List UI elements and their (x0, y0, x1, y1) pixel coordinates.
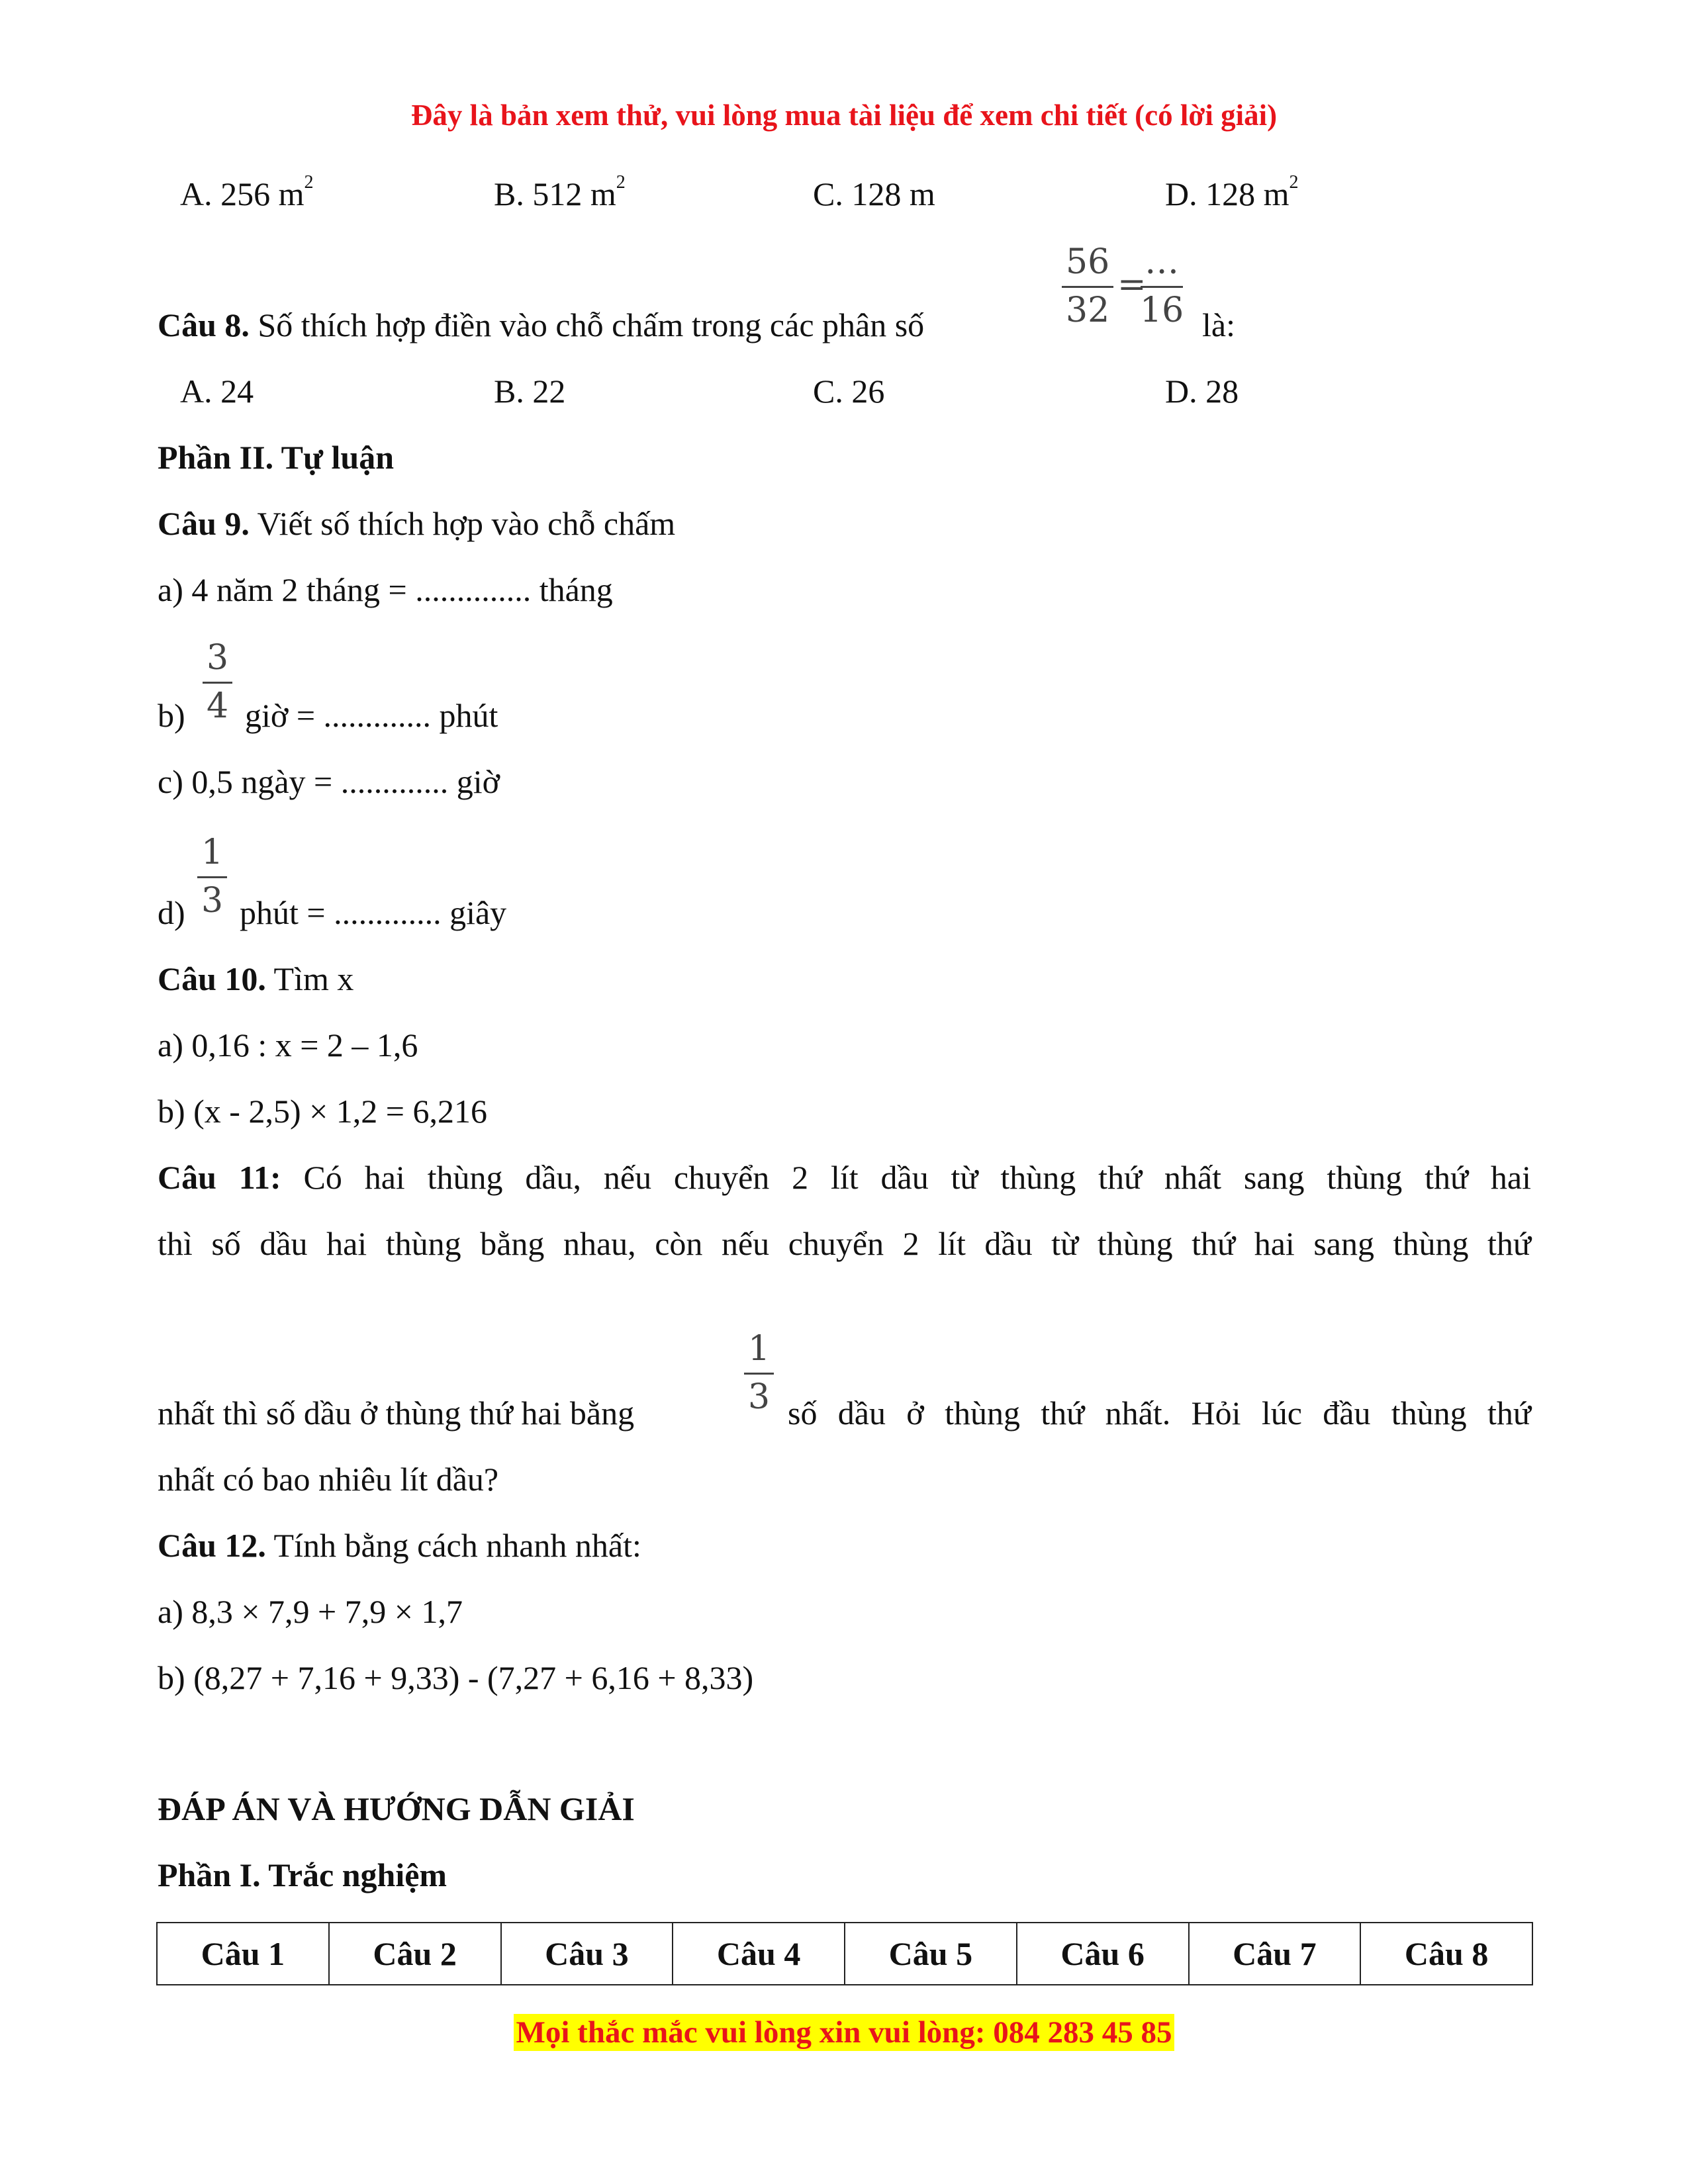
q8-equals: = (1117, 265, 1147, 304)
q10-part-a: a) 0,16 : x = 2 – 1,6 (158, 1026, 418, 1064)
q11-line-3-end: số dầu ở thùng thứ nhất. Hỏi lúc đầu thùng thứ (788, 1394, 1531, 1432)
q8-option-d: D. 28 (1165, 373, 1239, 410)
q8-option-c: C. 26 (813, 373, 885, 410)
q9-part-c: c) 0,5 ngày = ............. giờ (158, 763, 500, 800)
part2-title: Phần II. Tự luận (158, 439, 395, 476)
footer-notice-text: Mọi thắc mắc vui lòng xin vui lòng: 084 283 45 85 (514, 2014, 1175, 2051)
q7-options (0, 172, 1688, 221)
q8-option-b: B. 22 (494, 373, 566, 410)
q10-label: Câu 10. (158, 960, 266, 997)
answer-table-header-1: Câu 1 (157, 1923, 329, 1985)
q8-option-a: A. 24 (180, 373, 254, 410)
q11-label: Câu 11: (158, 1159, 281, 1196)
q11-fraction: $\frac{1}{3}$ (744, 1332, 774, 1414)
q10-text: Tìm x (273, 960, 354, 997)
q9-part-d-rest: phút = ............. giây (240, 894, 507, 931)
q9-text: Viết số thích hợp vào chỗ chấm (257, 505, 676, 542)
q12-question (158, 1526, 641, 1565)
q8-options (0, 372, 1688, 418)
answer-table-header-row (157, 1923, 1532, 1985)
q9-part-b-rest: giờ = ............. phút (245, 697, 498, 734)
q8-fraction-1: $\frac{56}{32}$ (1062, 245, 1113, 328)
q10-part-b: b) (x - 2,5) × 1,2 = 6,216 (158, 1093, 487, 1130)
q7-option-c: C. 128 m (813, 175, 935, 212)
answer-table (156, 1922, 1533, 1985)
q7-option-a: A. 256 $m^2$ (180, 172, 314, 212)
q11-line-3-start: nhất thì số dầu ở thùng thứ hai bằng (158, 1394, 635, 1432)
footer-notice (0, 2012, 1688, 2050)
q11-line-1: Câu 11: Có hai thùng dầu, nếu chuyển 2 lít dầu từ thùng thứ nhất sang thùng thứ hai (158, 1159, 1531, 1196)
q9-label: Câu 9. (158, 505, 250, 542)
q9-part-d-prefix: d) (158, 894, 185, 931)
q12-part-b: b) (8,27 + 7,16 + 9,33) - (7,27 + 6,16 + 8,33) (158, 1659, 754, 1696)
answer-table-header-4: Câu 4 (673, 1923, 845, 1985)
q7-option-d: D. 128 $m^2$ (1165, 172, 1299, 212)
part1-title: Phần I. Trắc nghiệm (158, 1856, 447, 1893)
q10-question (158, 960, 353, 998)
q8-label: Câu 8. (158, 306, 250, 343)
q9-part-b-prefix: b) (158, 697, 185, 734)
q9-part-b-fraction: $\frac{3}{4}$ (203, 641, 232, 723)
q9-part-a: a) 4 năm 2 tháng = .............. tháng (158, 571, 613, 608)
answer-table-header-7: Câu 7 (1189, 1923, 1361, 1985)
q8-question (158, 306, 924, 344)
answer-table-header-2: Câu 2 (329, 1923, 501, 1985)
q11-line-4: nhất có bao nhiêu lít dầu? (158, 1461, 499, 1498)
q12-text: Tính bằng cách nhanh nhất: (273, 1527, 641, 1564)
q8-text: Số thích hợp điền vào chỗ chấm trong các phân số (258, 306, 925, 343)
answer-table-header-6: Câu 6 (1017, 1923, 1189, 1985)
q9-part-d-fraction: $\frac{1}{3}$ (197, 835, 227, 918)
q12-label: Câu 12. (158, 1527, 266, 1564)
q12-part-a: a) 8,3 × 7,9 + 7,9 × 1,7 (158, 1593, 463, 1630)
answers-title: ĐÁP ÁN VÀ HƯỚNG DẪN GIẢI (158, 1790, 635, 1827)
answer-table-header-3: Câu 3 (501, 1923, 673, 1985)
q11-line-2: thì số dầu hai thùng bằng nhau, còn nếu chuyển 2 lít dầu từ thùng thứ hai sang thùng thứ (158, 1225, 1531, 1262)
q9-question (158, 504, 675, 543)
q8-fraction-2: … 16 (1140, 242, 1184, 330)
preview-notice: Đây là bản xem thử, vui lòng mua tài liệu để xem chi tiết (có lời giải) (410, 99, 1278, 132)
q8-suffix: là: (1202, 306, 1235, 343)
answer-table-header-8: Câu 8 (1360, 1923, 1532, 1985)
q7-option-b: B. 512 $m^2$ (494, 172, 626, 212)
answer-table-header-5: Câu 5 (845, 1923, 1017, 1985)
